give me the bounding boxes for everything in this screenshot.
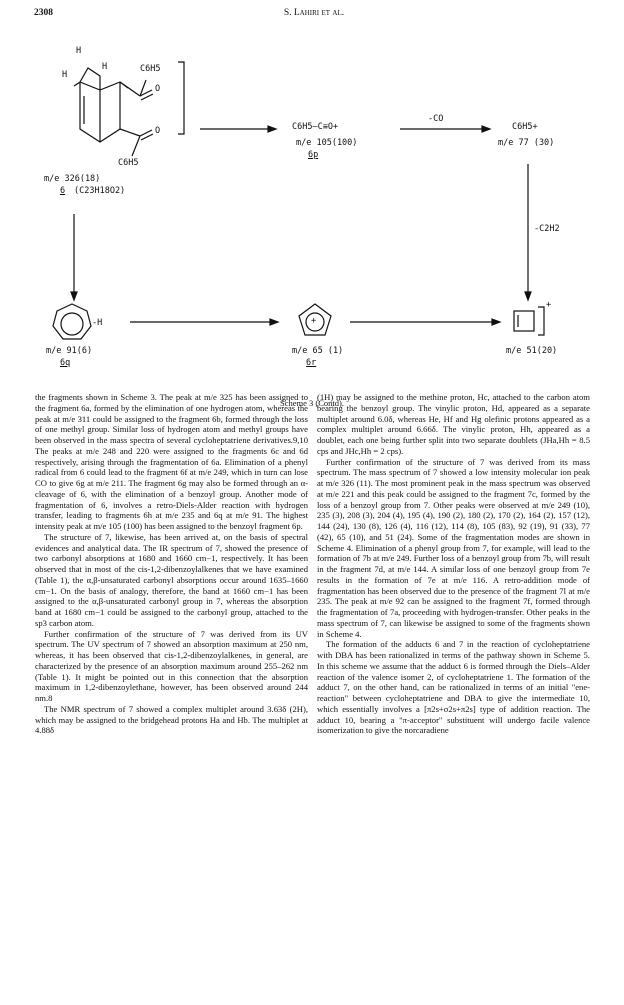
running-head: S. Lahiri et al. bbox=[283, 8, 345, 18]
benzoyl-cation-label: 6p bbox=[308, 150, 319, 160]
acetylene-loss-label: -C2H2 bbox=[534, 224, 560, 234]
left-paragraph: the fragments shown in Scheme 3. The peak at m/e 325 has been assigned to the fragment 6a, formed by the elimination of one hydrogen atom, whereas the peak at m/e 311 could be assigned to the fragment 6b, formed through the loss of one methyl group. Similar loss of hydrogen atom and methyl groups have been observed in the mass spectra of several cycloheptatriene derivatives.9,10 The peaks at m/e 248 and 220 were assigned to the fragments 6c and 6d respectively, arising through the fragmentation of 6a. Elimination of a phenyl radical from 6 could lead to the fragment 6f at m/e 249, which in turn can lose CO to give 6g at m/e 211. The fragment 6g may also be formed through an α-cleavage of 6, with the elimination of a benzoyl group. Another mode of fragmentation of 6, involves a retro-Diels-Alder reaction with hydrogen transfer, leading to fragments 6h at m/e 235 and 6q at m/e 91. The highest intensity peak at m/e 105 (100) has been assigned to the benzoyl fragment 6p. bbox=[35, 392, 308, 531]
benzoyl-cation-mass: m/e 105(100) bbox=[296, 138, 358, 148]
cp-charge: + bbox=[311, 316, 317, 326]
oxygen-lower-label: O bbox=[155, 126, 161, 136]
right-paragraph: The formation of the adducts 6 and 7 in the reaction of cycloheptatriene with DBA has been rationalized in terms of the pathway shown in Scheme 5. In this scheme we assume that the adduct 6 is formed through the Diels–Alder reaction of the valence isomer 2, of cycloheptatriene 1. The formation of the adduct 7, on the other hand, can be rationalized in terms of an initial "ene-reaction" between cycloheptatriene and DBA to give the intermediate 10, which essentially involves a [π2s+σ2s+π2s] type of addition reaction. The adduct 10, bearing a "π-acceptor" substituent will undergo facile valence isomerization to give the norcaradiene bbox=[317, 639, 590, 736]
cyclobutadienyl-ring bbox=[514, 311, 534, 331]
left-paragraph: The structure of 7, likewise, has been arrived at, on the basis of spectral evidences and analytical data. The IR spectrum of 7, showed the presence of two carbonyl absorptions at 1680 and 1660 cm−1, respectively. It has been observed that in most of the cis-1,2-dibenzoylalkenes that we have examined (Table 1), the α,β-unsaturated carbonyl absorptions occur around 1635–1660 cm−1. On the basis of analogy, therefore, the band at 1660 cm−1 has been assigned to the α,β-unsaturated carbonyl group in 7, whereas the absorption band at 1680 cm−1 could be assigned to the carbonyl group, attached to the sp3 carbon atom. bbox=[35, 531, 308, 628]
h-left: H bbox=[62, 70, 68, 80]
arrowhead-benzoyl bbox=[268, 126, 276, 132]
co-loss-label: -CO bbox=[428, 114, 444, 124]
carbonyl-bond-upper bbox=[120, 82, 140, 96]
right-paragraph: Further confirmation of the structure of 7 was derived from its mass spectrum. The mass spectrum of 7 showed a low intensity molecular ion peak at m/e 326 (11). The most prominent peak in the mass spectrum was observed at m/e 221 and this peak could be assigned to the fragment 7c, formed by the loss of a benzoyl group from 7. Other peaks were observed at m/e 249 (10), 235 (3), 208 (3), 204 (4), 195 (4), 190 (2), 180 (2), 170 (2), 164 (2), 157 (12), 144 (24), 130 (8), 126 (4), 116 (12), 114 (8), 105 (83), 92 (19), 91 (33), 77 (42), 65 (10), and 51 (24). Some of the fragmentation modes are shown in Scheme 4. Elimination of a phenyl group from 7, for example, will lead to the formation of 7b at m/e 249. Further loss of a benzoyl group from 7b, will result in the fragment 7d, at m/e 144. A similar loss of one benzoyl group from 7e results in the formation of 7e at m/e 116. A retro-addition mode of fragmentation has been observed due to the presence of the fragment 7l at m/e 235. The peak at m/e 92 can be assigned to the fragment 7f, formed through the fragmentation of 7a, proceeding with hydrogen-transfer. Other peaks in the mass spectrum of 7, can likewise be assigned to some of the fragments shown in Scheme 4. bbox=[317, 456, 590, 639]
arrowhead-co-loss bbox=[482, 126, 490, 132]
compound-6-label: 6 bbox=[60, 186, 66, 196]
h-right: H bbox=[102, 62, 108, 72]
tropylium-label: 6q bbox=[60, 358, 71, 368]
phenyl-bond-lower bbox=[132, 136, 140, 156]
page-header bbox=[34, 8, 594, 22]
benzoyl-cation-formula: C6H5–C≡O+ bbox=[292, 122, 339, 132]
tropylium-mass: m/e 91(6) bbox=[46, 346, 93, 356]
tropylium-h-label: -H bbox=[92, 318, 103, 328]
right-column bbox=[317, 392, 590, 736]
arrowhead-down-left bbox=[71, 292, 77, 300]
cyclobutadienyl-mass: m/e 51(20) bbox=[506, 346, 558, 356]
scheme-3-figure bbox=[0, 24, 624, 408]
arrowhead-down-right bbox=[525, 292, 531, 300]
cb-charge: + bbox=[546, 300, 552, 310]
scheme-drawing bbox=[0, 24, 624, 396]
phenyl-top-label: C6H5 bbox=[140, 64, 161, 74]
compound-6-mass: m/e 326(18) bbox=[44, 174, 101, 184]
scheme-caption: Scheme 3 (Contd). bbox=[280, 398, 344, 408]
arrowhead-to-cp bbox=[270, 319, 278, 325]
phenyl-cation-formula: C6H5+ bbox=[512, 122, 538, 132]
right-paragraph: (1H) may be assigned to the methine proton, Hc, attached to the carbon atom bearing the benzoyl group. The vinylic proton, Hd, appeared as a separate multiplet around 6.0δ, whereas He, Hf and Hg olefinic protons appeared as a complex multiplet around 6.66δ. The vinylic proton, Hh, appeared as a doublet, each one being further split into two separate doublets (JHa,Hh = 8.5 cps and JHc,Hh = 2 cps). bbox=[317, 392, 590, 456]
phenyl-bottom-label: C6H5 bbox=[118, 158, 139, 168]
left-paragraph: The NMR spectrum of 7 showed a complex multiplet around 3.63δ (2H), which may be assigned to the bridgehead protons Ha and Hb. The multiplet at 4.88δ bbox=[35, 703, 308, 736]
cyclopentadienyl-mass: m/e 65 (1) bbox=[292, 346, 344, 356]
compound-6-formula: (C23H18O2) bbox=[74, 186, 126, 196]
arrowhead-to-cb bbox=[492, 319, 500, 325]
left-column bbox=[35, 392, 308, 736]
h-upper: H bbox=[76, 46, 82, 56]
left-paragraph: Further confirmation of the structure of 7 was derived from its UV spectrum. The UV spectrum of 7 showed an absorption maximum at 250 nm, whereas, it has been observed that cis-1,2-dibenzoylalkenes, in general, are characterized by the presence of an absorption maximum around 255–262 nm (Table 1). It might be pointed out in this connection that the absorption maximum in 1,2-dibenzoylethane, however, has been observed around 244 nm.8 bbox=[35, 628, 308, 703]
oxygen-upper-label: O bbox=[155, 84, 161, 94]
cyclopropane-ring bbox=[80, 68, 100, 90]
radical-cation-bracket bbox=[178, 62, 184, 134]
cyclopentadienyl-label: 6r bbox=[306, 358, 317, 368]
phenyl-cation-mass: m/e 77 (30) bbox=[498, 138, 555, 148]
tropylium-ring bbox=[53, 304, 91, 339]
cb-bracket bbox=[538, 307, 544, 335]
tropylium-aromatic-circle bbox=[61, 313, 83, 335]
page-number: 2308 bbox=[34, 8, 53, 18]
carbonyl-bond-lower bbox=[120, 129, 140, 136]
